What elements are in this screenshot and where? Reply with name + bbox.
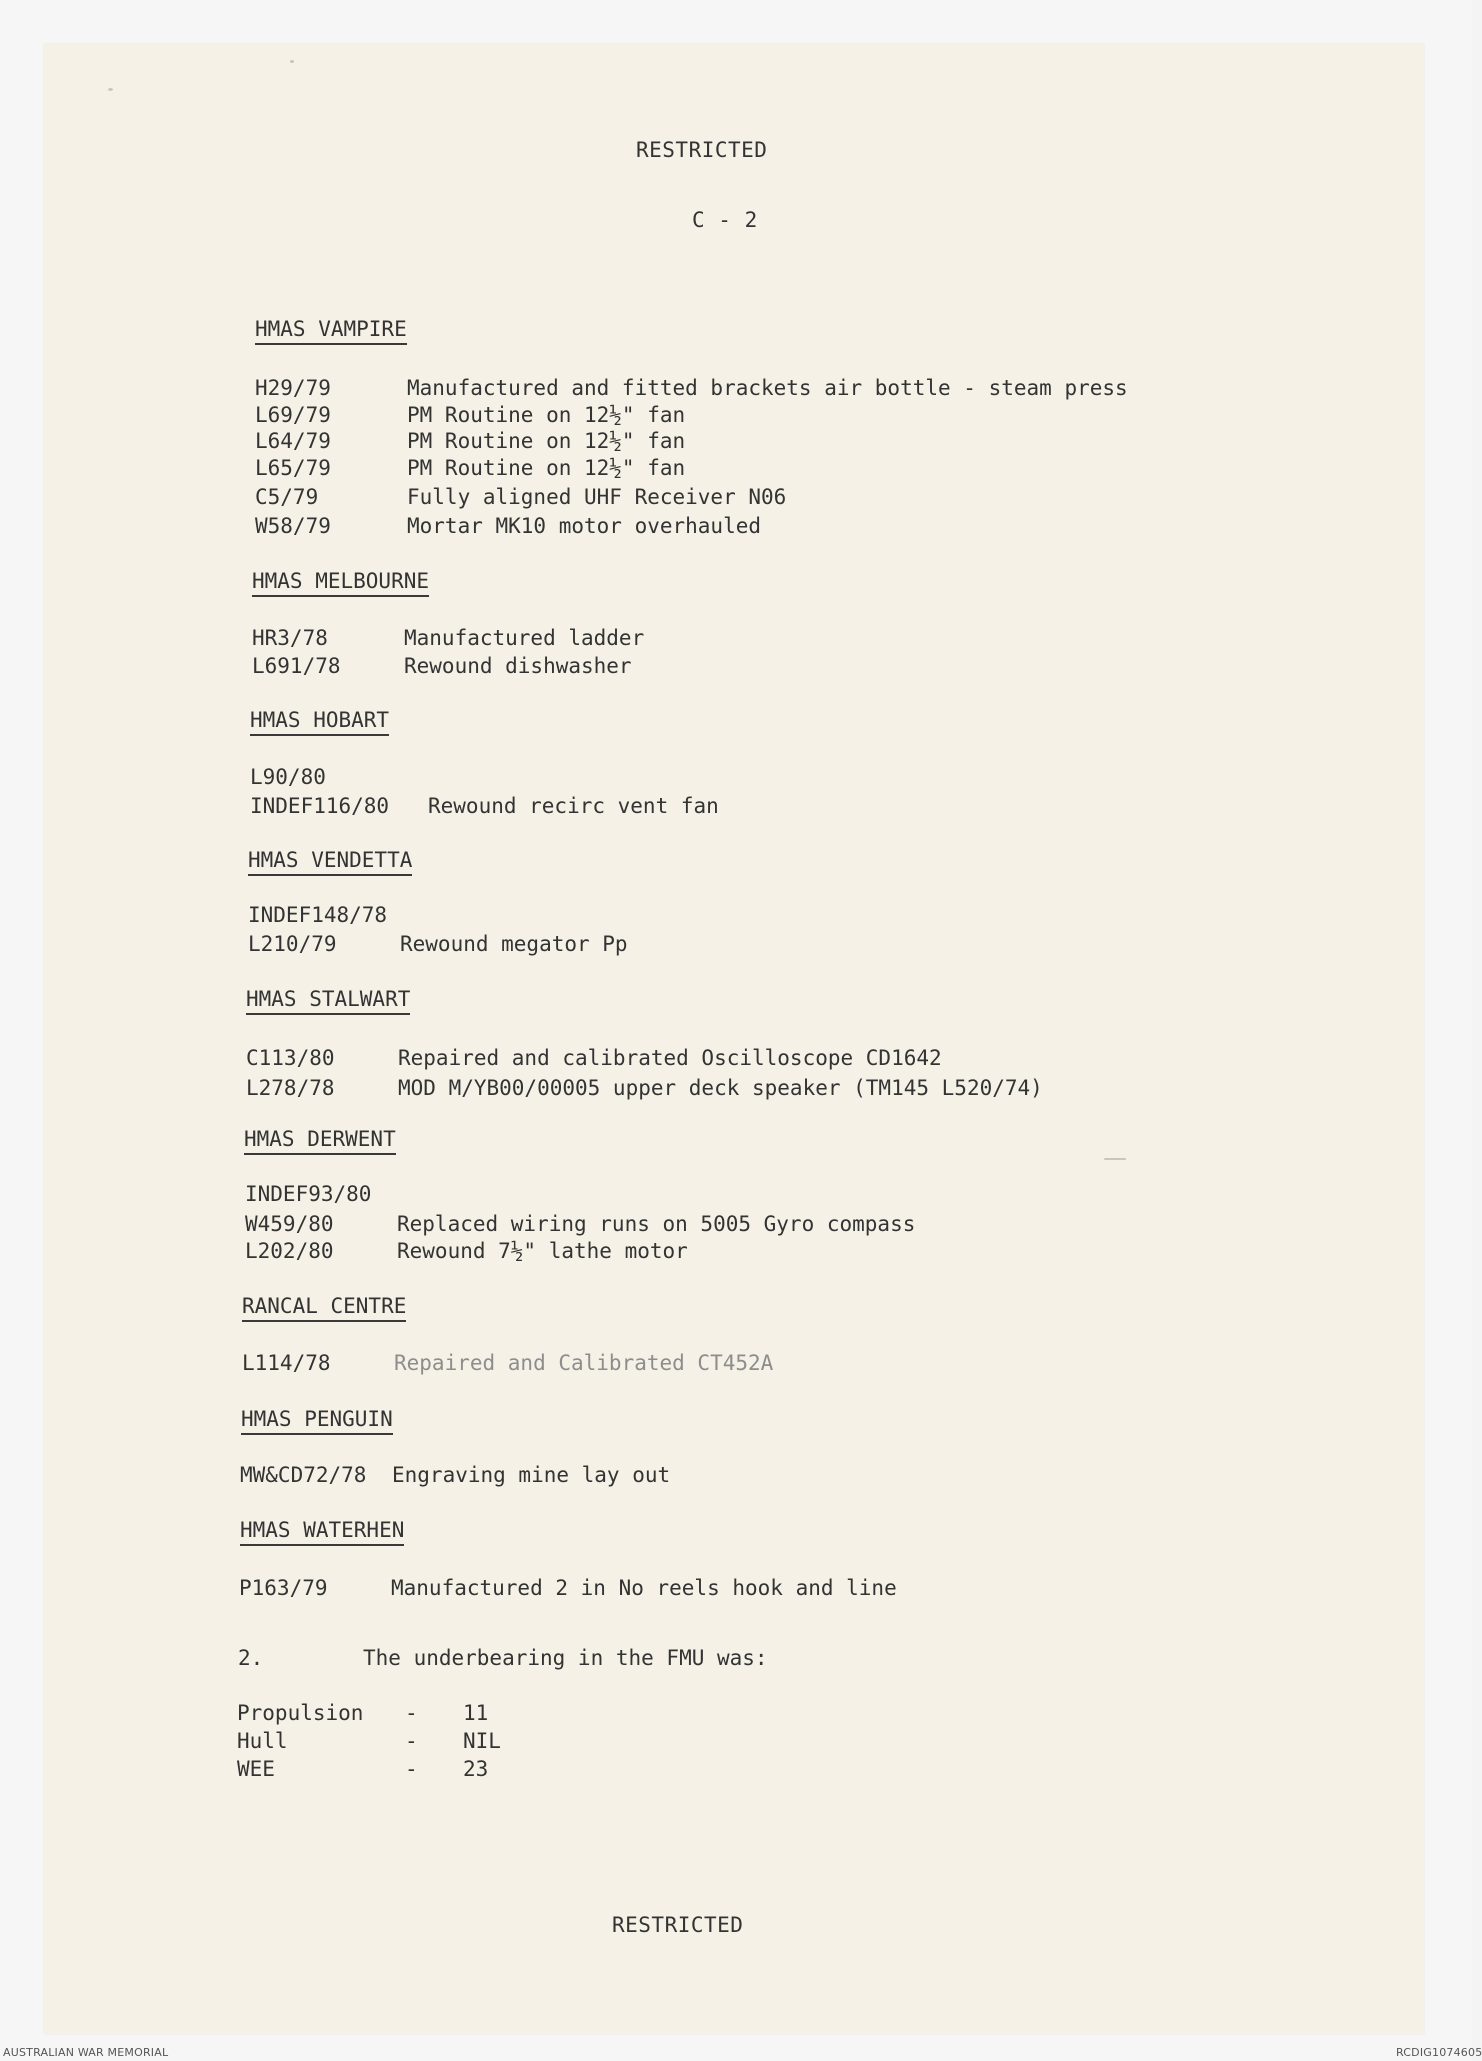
- underbearing-dash: -: [405, 1757, 418, 1781]
- paper-speck: [290, 60, 294, 63]
- paper-speck: [1104, 1158, 1126, 1160]
- section-heading-vendetta: HMAS VENDETTA: [248, 847, 412, 876]
- job-description: Engraving mine lay out: [392, 1463, 671, 1487]
- section-heading-waterhen: HMAS WATERHEN: [240, 1517, 404, 1546]
- header-classification: RESTRICTED: [636, 138, 768, 162]
- underbearing-label: Propulsion: [237, 1701, 364, 1725]
- job-description: Manufactured and fitted brackets air bottle - steam press: [407, 376, 1128, 400]
- job-code: W58/79: [255, 514, 331, 538]
- paragraph-text: The underbearing in the FMU was:: [363, 1646, 768, 1670]
- underbearing-label: Hull: [237, 1729, 288, 1753]
- job-description: Manufactured 2 in No reels hook and line: [391, 1576, 897, 1600]
- job-description: PM Routine on 12½" fan: [407, 429, 686, 453]
- section-heading-vampire: HMAS VAMPIRE: [255, 316, 407, 345]
- job-code: C113/80: [246, 1046, 335, 1070]
- section-heading-rancal-centre: RANCAL CENTRE: [242, 1293, 406, 1322]
- job-code: W459/80: [245, 1212, 334, 1236]
- job-code: L691/78: [252, 654, 341, 678]
- job-code: L65/79: [255, 456, 331, 480]
- job-code: INDEF148/78: [248, 903, 388, 927]
- job-description: PM Routine on 12½" fan: [407, 403, 686, 427]
- job-code: L114/78: [242, 1351, 331, 1375]
- job-code: L202/80: [245, 1239, 334, 1263]
- job-description: Rewound recirc vent fan: [428, 794, 719, 818]
- job-description: Mortar MK10 motor overhauled: [407, 514, 762, 538]
- job-code: INDEF116/80: [250, 794, 390, 818]
- archive-label-left: AUSTRALIAN WAR MEMORIAL: [3, 2046, 169, 2059]
- job-description: Fully aligned UHF Receiver N06: [407, 485, 787, 509]
- section-heading-hobart: HMAS HOBART: [250, 707, 389, 736]
- job-description: Rewound 7½" lathe motor: [397, 1239, 688, 1263]
- job-code: INDEF93/80: [245, 1182, 372, 1206]
- underbearing-label: WEE: [237, 1757, 275, 1781]
- job-code: L278/78: [246, 1076, 335, 1100]
- archive-label-right: RCDIG1074605: [1396, 2046, 1482, 2059]
- job-code: H29/79: [255, 376, 331, 400]
- job-code: L64/79: [255, 429, 331, 453]
- job-description: Repaired and calibrated Oscilloscope CD1642: [398, 1046, 942, 1070]
- underbearing-dash: -: [405, 1701, 418, 1725]
- job-code: MW&CD72/78: [240, 1463, 367, 1487]
- underbearing-value: NIL: [463, 1729, 501, 1753]
- job-description: MOD M/YB00/00005 upper deck speaker (TM145 L520/74): [398, 1076, 1043, 1100]
- section-heading-melbourne: HMAS MELBOURNE: [252, 568, 429, 597]
- footer-classification: RESTRICTED: [612, 1913, 744, 1937]
- section-heading-derwent: HMAS DERWENT: [244, 1126, 396, 1155]
- job-description: Rewound megator Pp: [400, 932, 628, 956]
- job-code: L90/80: [250, 765, 326, 789]
- underbearing-value: 23: [463, 1757, 489, 1781]
- paper-speck: [108, 88, 113, 91]
- underbearing-dash: -: [405, 1729, 418, 1753]
- job-description: Replaced wiring runs on 5005 Gyro compass: [397, 1212, 916, 1236]
- job-description: PM Routine on 12½" fan: [407, 456, 686, 480]
- job-description: Rewound dishwasher: [404, 654, 632, 678]
- job-description: Repaired and Calibrated CT452A: [394, 1351, 774, 1375]
- job-code: L210/79: [248, 932, 337, 956]
- paragraph-number: 2.: [238, 1646, 264, 1670]
- underbearing-value: 11: [463, 1701, 489, 1725]
- section-heading-stalwart: HMAS STALWART: [246, 986, 410, 1015]
- job-code: C5/79: [255, 485, 319, 509]
- job-code: HR3/78: [252, 626, 328, 650]
- job-code: L69/79: [255, 403, 331, 427]
- job-code: P163/79: [239, 1576, 328, 1600]
- section-heading-penguin: HMAS PENGUIN: [241, 1406, 393, 1435]
- page-reference: C - 2: [692, 208, 758, 232]
- job-description: Manufactured ladder: [404, 626, 645, 650]
